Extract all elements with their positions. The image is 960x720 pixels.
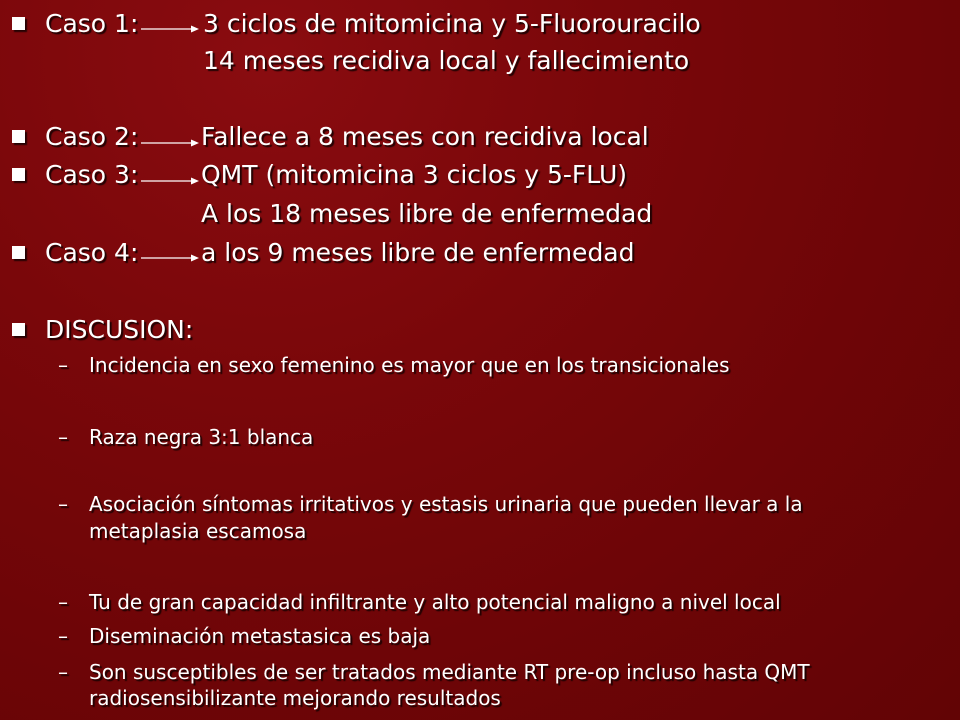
right-arrow-icon [141,24,199,34]
case-4-label: Caso 4: [45,238,139,267]
right-arrow-icon [141,138,199,148]
discussion-item-6-line-2: radiosensibilizante mejorando resultados [89,686,501,710]
square-bullet-icon [12,17,25,30]
discussion-item-5: Diseminación metastasica es baja [89,624,431,648]
dash-bullet-icon: – [58,590,68,614]
case-1-line-2: 14 meses recidiva local y fallecimiento [203,46,690,75]
right-arrow-icon [141,253,199,263]
case-3-line-2: A los 18 meses libre de enfermedad [201,199,653,228]
case-1-label: Caso 1: [45,9,139,38]
discussion-item-3-line-1: Asociación síntomas irritativos y estasis urinaria que pueden llevar a la [89,492,803,516]
case-3-line-1: QMT (mitomicina 3 ciclos y 5-FLU) [201,160,628,189]
case-3-label: Caso 3: [45,160,139,189]
dash-bullet-icon: – [58,425,68,449]
discussion-item-4: Tu de gran capacidad infiltrante y alto potencial maligno a nivel local [89,590,781,614]
discussion-item-2: Raza negra 3:1 blanca [89,425,314,449]
case-4-line-1: a los 9 meses libre de enfermedad [201,238,635,267]
right-arrow-icon [141,176,199,186]
square-bullet-icon [12,323,25,336]
dash-bullet-icon: – [58,624,68,648]
discussion-heading: DISCUSION: [45,315,194,344]
dash-bullet-icon: – [58,660,68,684]
case-2-label: Caso 2: [45,122,139,151]
case-1-line-1: 3 ciclos de mitomicina y 5-Fluorouracilo [203,9,701,38]
discussion-item-3-line-2: metaplasia escamosa [89,519,307,543]
case-2-line-1: Fallece a 8 meses con recidiva local [201,122,649,151]
dash-bullet-icon: – [58,353,68,377]
dash-bullet-icon: – [58,492,68,516]
square-bullet-icon [12,168,25,181]
discussion-item-6-line-1: Son susceptibles de ser tratados mediante RT pre-op incluso hasta QMT [89,660,810,684]
square-bullet-icon [12,246,25,259]
discussion-item-1: Incidencia en sexo femenino es mayor que en los transicionales [89,353,730,377]
square-bullet-icon [12,130,25,143]
